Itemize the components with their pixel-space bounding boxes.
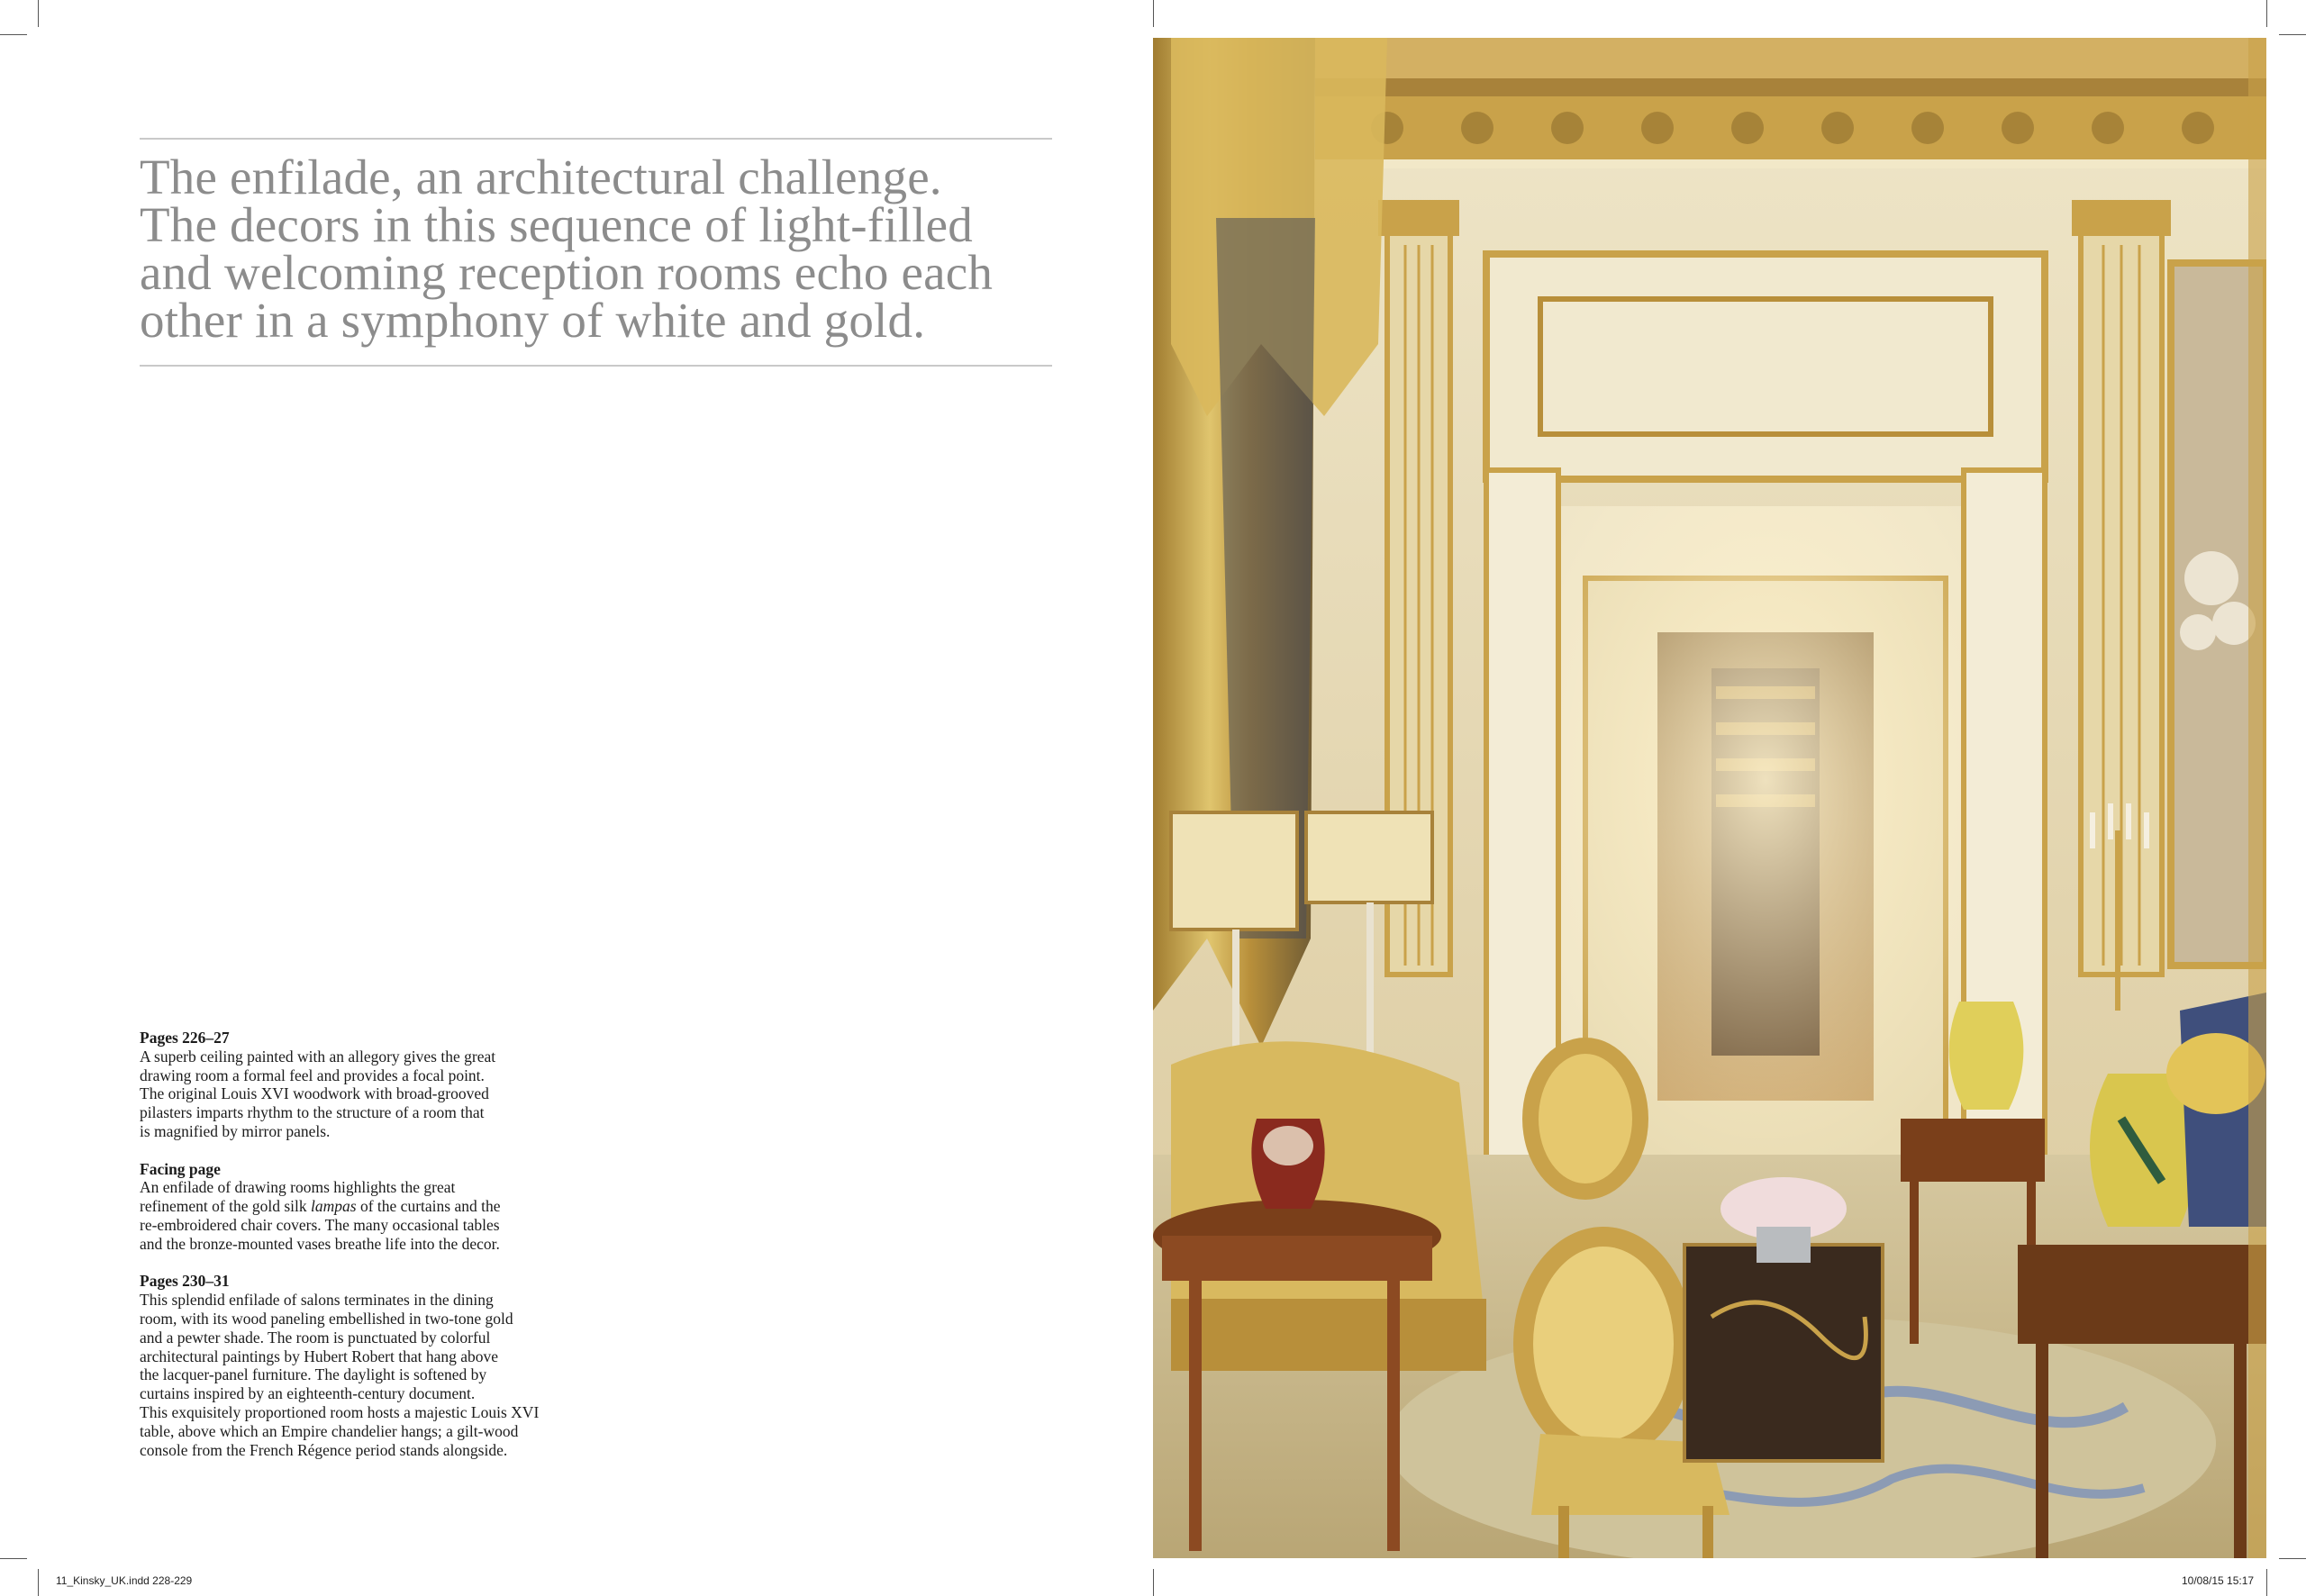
caption-line: table, above which an Empire chandelier hangs; a gilt-wood: [140, 1421, 519, 1440]
caption-line: A superb ceiling painted with an allegory gives the great: [140, 1047, 496, 1066]
pullquote: [140, 150, 1067, 348]
caption-line: pilasters imparts rhythm to the structure of a room that: [140, 1103, 485, 1122]
caption-line: architectural paintings by Hubert Robert that hang above: [140, 1347, 498, 1365]
pullquote-bottom-rule: [140, 365, 1052, 367]
crop-mark-top-right-vertical: [2266, 0, 2267, 27]
crop-mark-top-center: [1153, 0, 1154, 27]
slug-left: 11_Kinsky_UK.indd 228-229: [56, 1574, 193, 1587]
caption-pages-230-31: [140, 1272, 572, 1459]
caption-line: room, with its wood paneling embellished in two-tone gold: [140, 1309, 513, 1328]
slug-right: 10/08/15 15:17: [2182, 1574, 2255, 1587]
italic-term: lampas: [311, 1197, 357, 1216]
crop-mark-top-left-vertical: [38, 0, 39, 27]
caption-line: The original Louis XVI woodwork with broad-grooved: [140, 1084, 489, 1103]
crop-mark-bottom-left: [0, 1558, 27, 1559]
caption-line: console from the French Régence period stands alongside.: [140, 1440, 508, 1459]
caption-line: drawing room a formal feel and provides a focal point.: [140, 1066, 485, 1084]
crop-mark-top-right: [2279, 34, 2306, 35]
crop-mark-bottom-right: [2279, 1558, 2306, 1559]
caption-heading: Pages 226–27: [140, 1029, 230, 1047]
caption-line: re-embroidered chair covers. The many occasional tables: [140, 1215, 500, 1234]
caption-line: This splendid enfilade of salons terminates in the dining: [140, 1291, 494, 1310]
caption-heading: Pages 230–31: [140, 1272, 230, 1291]
caption-line: An enfilade of drawing rooms highlights the great: [140, 1178, 456, 1197]
caption-line: the lacquer-panel furniture. The daylight is softened by: [140, 1365, 487, 1384]
caption-line: refinement of the gold silk lampas of the curtains and the: [140, 1197, 501, 1216]
pullquote-line: other in a symphony of white and gold.: [140, 293, 926, 348]
crop-mark-bottom-left-vertical: [38, 1569, 39, 1596]
crop-mark-bottom-center: [1153, 1569, 1154, 1596]
caption-pages-226-27: [140, 1029, 572, 1141]
caption-line: is magnified by mirror panels.: [140, 1121, 331, 1140]
pullquote-line: The decors in this sequence of light-filled: [140, 197, 973, 252]
pullquote-top-rule: [140, 138, 1052, 140]
caption-line: This exquisitely proportioned room hosts a majestic Louis XVI: [140, 1402, 540, 1421]
crop-mark-bottom-right-vertical: [2266, 1569, 2267, 1596]
caption-heading: Facing page: [140, 1159, 221, 1178]
caption-facing-page: [140, 1160, 572, 1254]
captions: [140, 1029, 572, 1478]
pullquote-line: The enfilade, an architectural challenge.: [140, 150, 942, 204]
caption-line: and the bronze-mounted vases breathe life into the decor.: [140, 1234, 500, 1253]
enfilade-photo: [1153, 38, 2266, 1558]
pullquote-line: and welcoming reception rooms echo each: [140, 245, 994, 300]
crop-mark-top-left: [0, 34, 27, 35]
caption-line: and a pewter shade. The room is punctuated by colorful: [140, 1328, 491, 1347]
caption-line: curtains inspired by an eighteenth-century document.: [140, 1384, 476, 1403]
